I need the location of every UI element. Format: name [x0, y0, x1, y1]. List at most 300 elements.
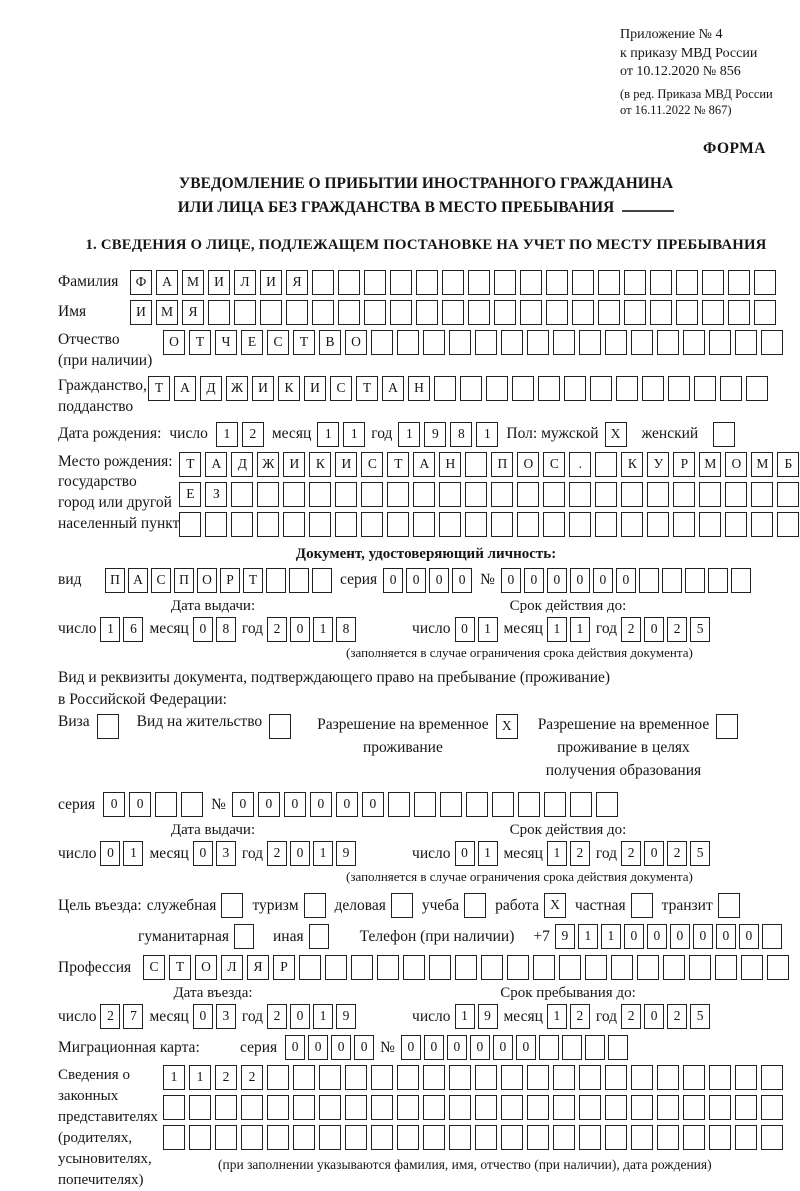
char-box[interactable] — [543, 482, 565, 507]
char-box[interactable]: 0 — [100, 841, 120, 866]
char-box[interactable]: 0 — [693, 924, 713, 949]
char-box[interactable] — [564, 376, 586, 401]
char-box[interactable] — [569, 512, 591, 537]
char-box[interactable] — [492, 792, 514, 817]
char-box[interactable] — [605, 1125, 627, 1150]
char-box[interactable]: 0 — [570, 568, 590, 593]
char-box[interactable]: О — [345, 330, 367, 355]
char-box[interactable]: 0 — [424, 1035, 444, 1060]
char-box[interactable]: И — [260, 270, 282, 295]
char-box[interactable] — [517, 482, 539, 507]
char-box[interactable] — [387, 512, 409, 537]
char-box[interactable] — [720, 376, 742, 401]
char-box[interactable] — [631, 330, 653, 355]
char-box[interactable] — [754, 270, 776, 295]
char-box[interactable] — [572, 270, 594, 295]
char-box[interactable] — [390, 270, 412, 295]
char-box[interactable] — [449, 1125, 471, 1150]
char-box[interactable]: 0 — [739, 924, 759, 949]
char-box[interactable]: 5 — [690, 617, 710, 642]
char-box[interactable] — [266, 568, 286, 593]
char-box[interactable]: С — [143, 955, 165, 980]
char-box[interactable]: С — [361, 452, 383, 477]
char-box[interactable] — [371, 1065, 393, 1090]
char-box[interactable]: 1 — [216, 422, 238, 447]
char-box[interactable]: Я — [182, 300, 204, 325]
char-box[interactable]: 0 — [308, 1035, 328, 1060]
char-box[interactable] — [397, 1125, 419, 1150]
char-box[interactable]: А — [382, 376, 404, 401]
char-box[interactable]: 0 — [193, 841, 213, 866]
char-box[interactable] — [501, 330, 523, 355]
char-box[interactable] — [579, 1095, 601, 1120]
char-box[interactable]: П — [174, 568, 194, 593]
char-box[interactable] — [319, 1065, 341, 1090]
char-box[interactable]: . — [569, 452, 591, 477]
char-box[interactable] — [309, 482, 331, 507]
char-box[interactable] — [570, 792, 592, 817]
char-box[interactable] — [668, 376, 690, 401]
char-box[interactable] — [650, 270, 672, 295]
char-box[interactable] — [335, 512, 357, 537]
char-box[interactable]: X — [605, 422, 627, 447]
char-box[interactable] — [491, 482, 513, 507]
char-box[interactable]: 0 — [547, 568, 567, 593]
char-box[interactable] — [414, 792, 436, 817]
char-box[interactable] — [683, 1065, 705, 1090]
char-box[interactable] — [709, 1125, 731, 1150]
char-box[interactable]: 0 — [616, 568, 636, 593]
char-box[interactable] — [708, 568, 728, 593]
char-box[interactable] — [241, 1095, 263, 1120]
char-box[interactable]: М — [182, 270, 204, 295]
char-box[interactable] — [621, 482, 643, 507]
char-box[interactable] — [518, 792, 540, 817]
char-box[interactable] — [205, 512, 227, 537]
char-box[interactable] — [562, 1035, 582, 1060]
char-box[interactable]: 3 — [216, 841, 236, 866]
char-box[interactable] — [319, 1125, 341, 1150]
char-box[interactable] — [475, 1095, 497, 1120]
char-box[interactable] — [647, 512, 669, 537]
char-box[interactable]: А — [156, 270, 178, 295]
char-box[interactable] — [657, 1095, 679, 1120]
char-box[interactable]: Е — [241, 330, 263, 355]
char-box[interactable] — [631, 893, 653, 918]
char-box[interactable] — [468, 270, 490, 295]
char-box[interactable] — [751, 512, 773, 537]
char-box[interactable]: Я — [286, 270, 308, 295]
char-box[interactable] — [231, 482, 253, 507]
char-box[interactable]: 2 — [267, 1004, 287, 1029]
char-box[interactable]: 0 — [593, 568, 613, 593]
char-box[interactable] — [449, 1065, 471, 1090]
char-box[interactable]: 0 — [103, 792, 125, 817]
char-box[interactable]: 0 — [447, 1035, 467, 1060]
char-box[interactable] — [616, 376, 638, 401]
char-box[interactable] — [569, 482, 591, 507]
char-box[interactable] — [553, 330, 575, 355]
char-box[interactable] — [390, 300, 412, 325]
char-box[interactable] — [234, 924, 254, 949]
char-box[interactable]: 2 — [242, 422, 264, 447]
char-box[interactable] — [416, 270, 438, 295]
char-box[interactable] — [507, 955, 529, 980]
char-box[interactable]: Т — [179, 452, 201, 477]
char-box[interactable] — [546, 300, 568, 325]
char-box[interactable]: А — [174, 376, 196, 401]
char-box[interactable]: Р — [220, 568, 240, 593]
char-box[interactable] — [605, 330, 627, 355]
char-box[interactable]: У — [647, 452, 669, 477]
char-box[interactable] — [761, 1095, 783, 1120]
char-box[interactable]: 6 — [123, 617, 143, 642]
char-box[interactable]: А — [413, 452, 435, 477]
char-box[interactable] — [416, 300, 438, 325]
char-box[interactable] — [559, 955, 581, 980]
char-box[interactable] — [741, 955, 763, 980]
char-box[interactable]: 1 — [601, 924, 621, 949]
char-box[interactable] — [533, 955, 555, 980]
char-box[interactable]: X — [496, 714, 518, 739]
char-box[interactable] — [397, 1065, 419, 1090]
char-box[interactable]: Т — [293, 330, 315, 355]
char-box[interactable] — [527, 1065, 549, 1090]
char-box[interactable] — [397, 330, 419, 355]
char-box[interactable] — [403, 955, 425, 980]
char-box[interactable] — [777, 482, 799, 507]
char-box[interactable] — [598, 300, 620, 325]
char-box[interactable] — [475, 330, 497, 355]
char-box[interactable] — [257, 482, 279, 507]
char-box[interactable]: Е — [179, 482, 201, 507]
char-box[interactable] — [538, 376, 560, 401]
char-box[interactable] — [572, 300, 594, 325]
char-box[interactable] — [631, 1065, 653, 1090]
char-box[interactable] — [189, 1095, 211, 1120]
char-box[interactable] — [543, 512, 565, 537]
char-box[interactable]: 8 — [216, 617, 236, 642]
char-box[interactable] — [595, 452, 617, 477]
char-box[interactable] — [345, 1095, 367, 1120]
char-box[interactable] — [494, 270, 516, 295]
char-box[interactable]: 0 — [406, 568, 426, 593]
char-box[interactable] — [371, 1125, 393, 1150]
char-box[interactable] — [673, 512, 695, 537]
char-box[interactable] — [423, 330, 445, 355]
char-box[interactable] — [631, 1095, 653, 1120]
char-box[interactable] — [494, 300, 516, 325]
char-box[interactable] — [189, 1125, 211, 1150]
char-box[interactable]: 1 — [163, 1065, 185, 1090]
char-box[interactable]: 0 — [516, 1035, 536, 1060]
char-box[interactable] — [486, 376, 508, 401]
char-box[interactable] — [631, 1125, 653, 1150]
char-box[interactable] — [520, 300, 542, 325]
char-box[interactable] — [546, 270, 568, 295]
char-box[interactable] — [387, 482, 409, 507]
char-box[interactable] — [465, 482, 487, 507]
char-box[interactable] — [234, 300, 256, 325]
char-box[interactable] — [702, 300, 724, 325]
char-box[interactable] — [657, 330, 679, 355]
char-box[interactable]: 0 — [284, 792, 306, 817]
char-box[interactable] — [442, 270, 464, 295]
char-box[interactable] — [449, 330, 471, 355]
char-box[interactable]: 0 — [362, 792, 384, 817]
char-box[interactable]: С — [151, 568, 171, 593]
char-box[interactable] — [512, 376, 534, 401]
char-box[interactable] — [608, 1035, 628, 1060]
char-box[interactable] — [312, 568, 332, 593]
char-box[interactable] — [475, 1065, 497, 1090]
char-box[interactable]: О — [725, 452, 747, 477]
char-box[interactable] — [694, 376, 716, 401]
char-box[interactable]: Д — [200, 376, 222, 401]
char-box[interactable]: К — [621, 452, 643, 477]
char-box[interactable] — [377, 955, 399, 980]
char-box[interactable] — [501, 1095, 523, 1120]
char-box[interactable] — [699, 512, 721, 537]
char-box[interactable] — [361, 512, 383, 537]
char-box[interactable] — [163, 1095, 185, 1120]
char-box[interactable]: 2 — [241, 1065, 263, 1090]
char-box[interactable]: Ч — [215, 330, 237, 355]
char-box[interactable] — [371, 330, 393, 355]
char-box[interactable]: 1 — [478, 617, 498, 642]
char-box[interactable] — [267, 1065, 289, 1090]
char-box[interactable] — [735, 1125, 757, 1150]
char-box[interactable]: 2 — [267, 841, 287, 866]
char-box[interactable] — [440, 792, 462, 817]
char-box[interactable]: Т — [387, 452, 409, 477]
char-box[interactable]: И — [130, 300, 152, 325]
char-box[interactable] — [460, 376, 482, 401]
char-box[interactable] — [699, 482, 721, 507]
char-box[interactable]: 0 — [331, 1035, 351, 1060]
char-box[interactable]: 2 — [667, 841, 687, 866]
char-box[interactable] — [267, 1095, 289, 1120]
char-box[interactable]: Н — [439, 452, 461, 477]
char-box[interactable]: 1 — [343, 422, 365, 447]
char-box[interactable] — [579, 330, 601, 355]
char-box[interactable] — [269, 714, 291, 739]
char-box[interactable] — [423, 1095, 445, 1120]
char-box[interactable] — [501, 1065, 523, 1090]
char-box[interactable]: 9 — [555, 924, 575, 949]
char-box[interactable] — [520, 270, 542, 295]
char-box[interactable] — [527, 1095, 549, 1120]
char-box[interactable] — [715, 955, 737, 980]
char-box[interactable]: 0 — [336, 792, 358, 817]
char-box[interactable] — [761, 1065, 783, 1090]
char-box[interactable]: 1 — [317, 422, 339, 447]
char-box[interactable] — [553, 1125, 575, 1150]
char-box[interactable] — [413, 482, 435, 507]
char-box[interactable] — [676, 300, 698, 325]
char-box[interactable] — [650, 300, 672, 325]
char-box[interactable] — [663, 955, 685, 980]
char-box[interactable]: О — [197, 568, 217, 593]
char-box[interactable]: 0 — [644, 617, 664, 642]
char-box[interactable]: Т — [243, 568, 263, 593]
char-box[interactable]: 5 — [690, 841, 710, 866]
char-box[interactable]: З — [205, 482, 227, 507]
char-box[interactable] — [179, 512, 201, 537]
char-box[interactable] — [585, 955, 607, 980]
char-box[interactable] — [449, 1095, 471, 1120]
char-box[interactable]: 0 — [647, 924, 667, 949]
char-box[interactable]: Р — [673, 452, 695, 477]
char-box[interactable]: 0 — [455, 841, 475, 866]
char-box[interactable]: 8 — [450, 422, 472, 447]
char-box[interactable]: Т — [169, 955, 191, 980]
char-box[interactable] — [735, 1095, 757, 1120]
char-box[interactable] — [683, 330, 705, 355]
char-box[interactable]: 2 — [570, 841, 590, 866]
char-box[interactable]: И — [208, 270, 230, 295]
char-box[interactable]: 0 — [644, 841, 664, 866]
char-box[interactable] — [527, 1125, 549, 1150]
char-box[interactable] — [267, 1125, 289, 1150]
char-box[interactable]: 0 — [193, 617, 213, 642]
char-box[interactable] — [293, 1095, 315, 1120]
char-box[interactable]: 0 — [232, 792, 254, 817]
char-box[interactable] — [762, 924, 782, 949]
char-box[interactable] — [429, 955, 451, 980]
char-box[interactable] — [434, 376, 456, 401]
char-box[interactable] — [413, 512, 435, 537]
char-box[interactable]: 0 — [624, 924, 644, 949]
char-box[interactable]: И — [252, 376, 274, 401]
char-box[interactable]: 7 — [123, 1004, 143, 1029]
char-box[interactable]: 2 — [621, 841, 641, 866]
char-box[interactable] — [388, 792, 410, 817]
char-box[interactable] — [439, 482, 461, 507]
char-box[interactable]: Ж — [226, 376, 248, 401]
char-box[interactable]: К — [309, 452, 331, 477]
char-box[interactable]: 0 — [354, 1035, 374, 1060]
char-box[interactable] — [702, 270, 724, 295]
char-box[interactable] — [241, 1125, 263, 1150]
char-box[interactable] — [293, 1065, 315, 1090]
char-box[interactable] — [475, 1125, 497, 1150]
char-box[interactable] — [579, 1065, 601, 1090]
char-box[interactable]: 1 — [547, 841, 567, 866]
char-box[interactable] — [585, 1035, 605, 1060]
char-box[interactable]: П — [491, 452, 513, 477]
char-box[interactable] — [725, 482, 747, 507]
char-box[interactable] — [728, 300, 750, 325]
char-box[interactable]: 0 — [455, 617, 475, 642]
char-box[interactable]: П — [105, 568, 125, 593]
char-box[interactable] — [598, 270, 620, 295]
char-box[interactable]: 9 — [478, 1004, 498, 1029]
char-box[interactable] — [312, 300, 334, 325]
char-box[interactable] — [595, 482, 617, 507]
char-box[interactable] — [257, 512, 279, 537]
char-box[interactable]: 2 — [570, 1004, 590, 1029]
char-box[interactable] — [335, 482, 357, 507]
char-box[interactable]: О — [195, 955, 217, 980]
char-box[interactable]: А — [205, 452, 227, 477]
char-box[interactable]: X — [544, 893, 566, 918]
char-box[interactable] — [676, 270, 698, 295]
char-box[interactable]: 0 — [290, 617, 310, 642]
char-box[interactable]: 0 — [452, 568, 472, 593]
char-box[interactable]: 2 — [215, 1065, 237, 1090]
char-box[interactable] — [596, 792, 618, 817]
char-box[interactable]: 2 — [621, 617, 641, 642]
char-box[interactable]: 0 — [524, 568, 544, 593]
char-box[interactable] — [309, 512, 331, 537]
char-box[interactable]: 0 — [285, 1035, 305, 1060]
char-box[interactable]: А — [128, 568, 148, 593]
char-box[interactable]: Я — [247, 955, 269, 980]
char-box[interactable]: С — [267, 330, 289, 355]
char-box[interactable]: Т — [189, 330, 211, 355]
char-box[interactable] — [181, 792, 203, 817]
char-box[interactable] — [345, 1125, 367, 1150]
char-box[interactable] — [716, 714, 738, 739]
char-box[interactable]: К — [278, 376, 300, 401]
char-box[interactable] — [464, 893, 486, 918]
char-box[interactable]: 1 — [189, 1065, 211, 1090]
char-box[interactable] — [345, 1065, 367, 1090]
char-box[interactable] — [553, 1065, 575, 1090]
char-box[interactable]: 1 — [398, 422, 420, 447]
char-box[interactable]: 1 — [547, 1004, 567, 1029]
char-box[interactable] — [481, 955, 503, 980]
char-box[interactable] — [683, 1095, 705, 1120]
char-box[interactable] — [293, 1125, 315, 1150]
char-box[interactable] — [338, 300, 360, 325]
char-box[interactable] — [361, 482, 383, 507]
char-box[interactable]: И — [335, 452, 357, 477]
char-box[interactable] — [624, 270, 646, 295]
char-box[interactable]: 1 — [547, 617, 567, 642]
char-box[interactable] — [751, 482, 773, 507]
char-box[interactable]: Д — [231, 452, 253, 477]
char-box[interactable]: Т — [148, 376, 170, 401]
char-box[interactable] — [208, 300, 230, 325]
char-box[interactable]: Р — [273, 955, 295, 980]
char-box[interactable]: 1 — [313, 841, 333, 866]
char-box[interactable]: 0 — [129, 792, 151, 817]
char-box[interactable] — [746, 376, 768, 401]
char-box[interactable] — [637, 955, 659, 980]
char-box[interactable] — [283, 512, 305, 537]
char-box[interactable]: Л — [221, 955, 243, 980]
char-box[interactable]: С — [330, 376, 352, 401]
char-box[interactable] — [319, 1095, 341, 1120]
char-box[interactable] — [553, 1095, 575, 1120]
char-box[interactable]: 0 — [401, 1035, 421, 1060]
char-box[interactable]: 3 — [216, 1004, 236, 1029]
char-box[interactable] — [283, 482, 305, 507]
char-box[interactable]: С — [543, 452, 565, 477]
char-box[interactable]: 0 — [470, 1035, 490, 1060]
char-box[interactable] — [579, 1125, 601, 1150]
char-box[interactable] — [709, 1065, 731, 1090]
char-box[interactable]: 0 — [644, 1004, 664, 1029]
char-box[interactable] — [731, 568, 751, 593]
char-box[interactable] — [767, 955, 789, 980]
char-box[interactable]: 0 — [193, 1004, 213, 1029]
char-box[interactable] — [391, 893, 413, 918]
char-box[interactable]: 0 — [493, 1035, 513, 1060]
char-box[interactable] — [304, 893, 326, 918]
